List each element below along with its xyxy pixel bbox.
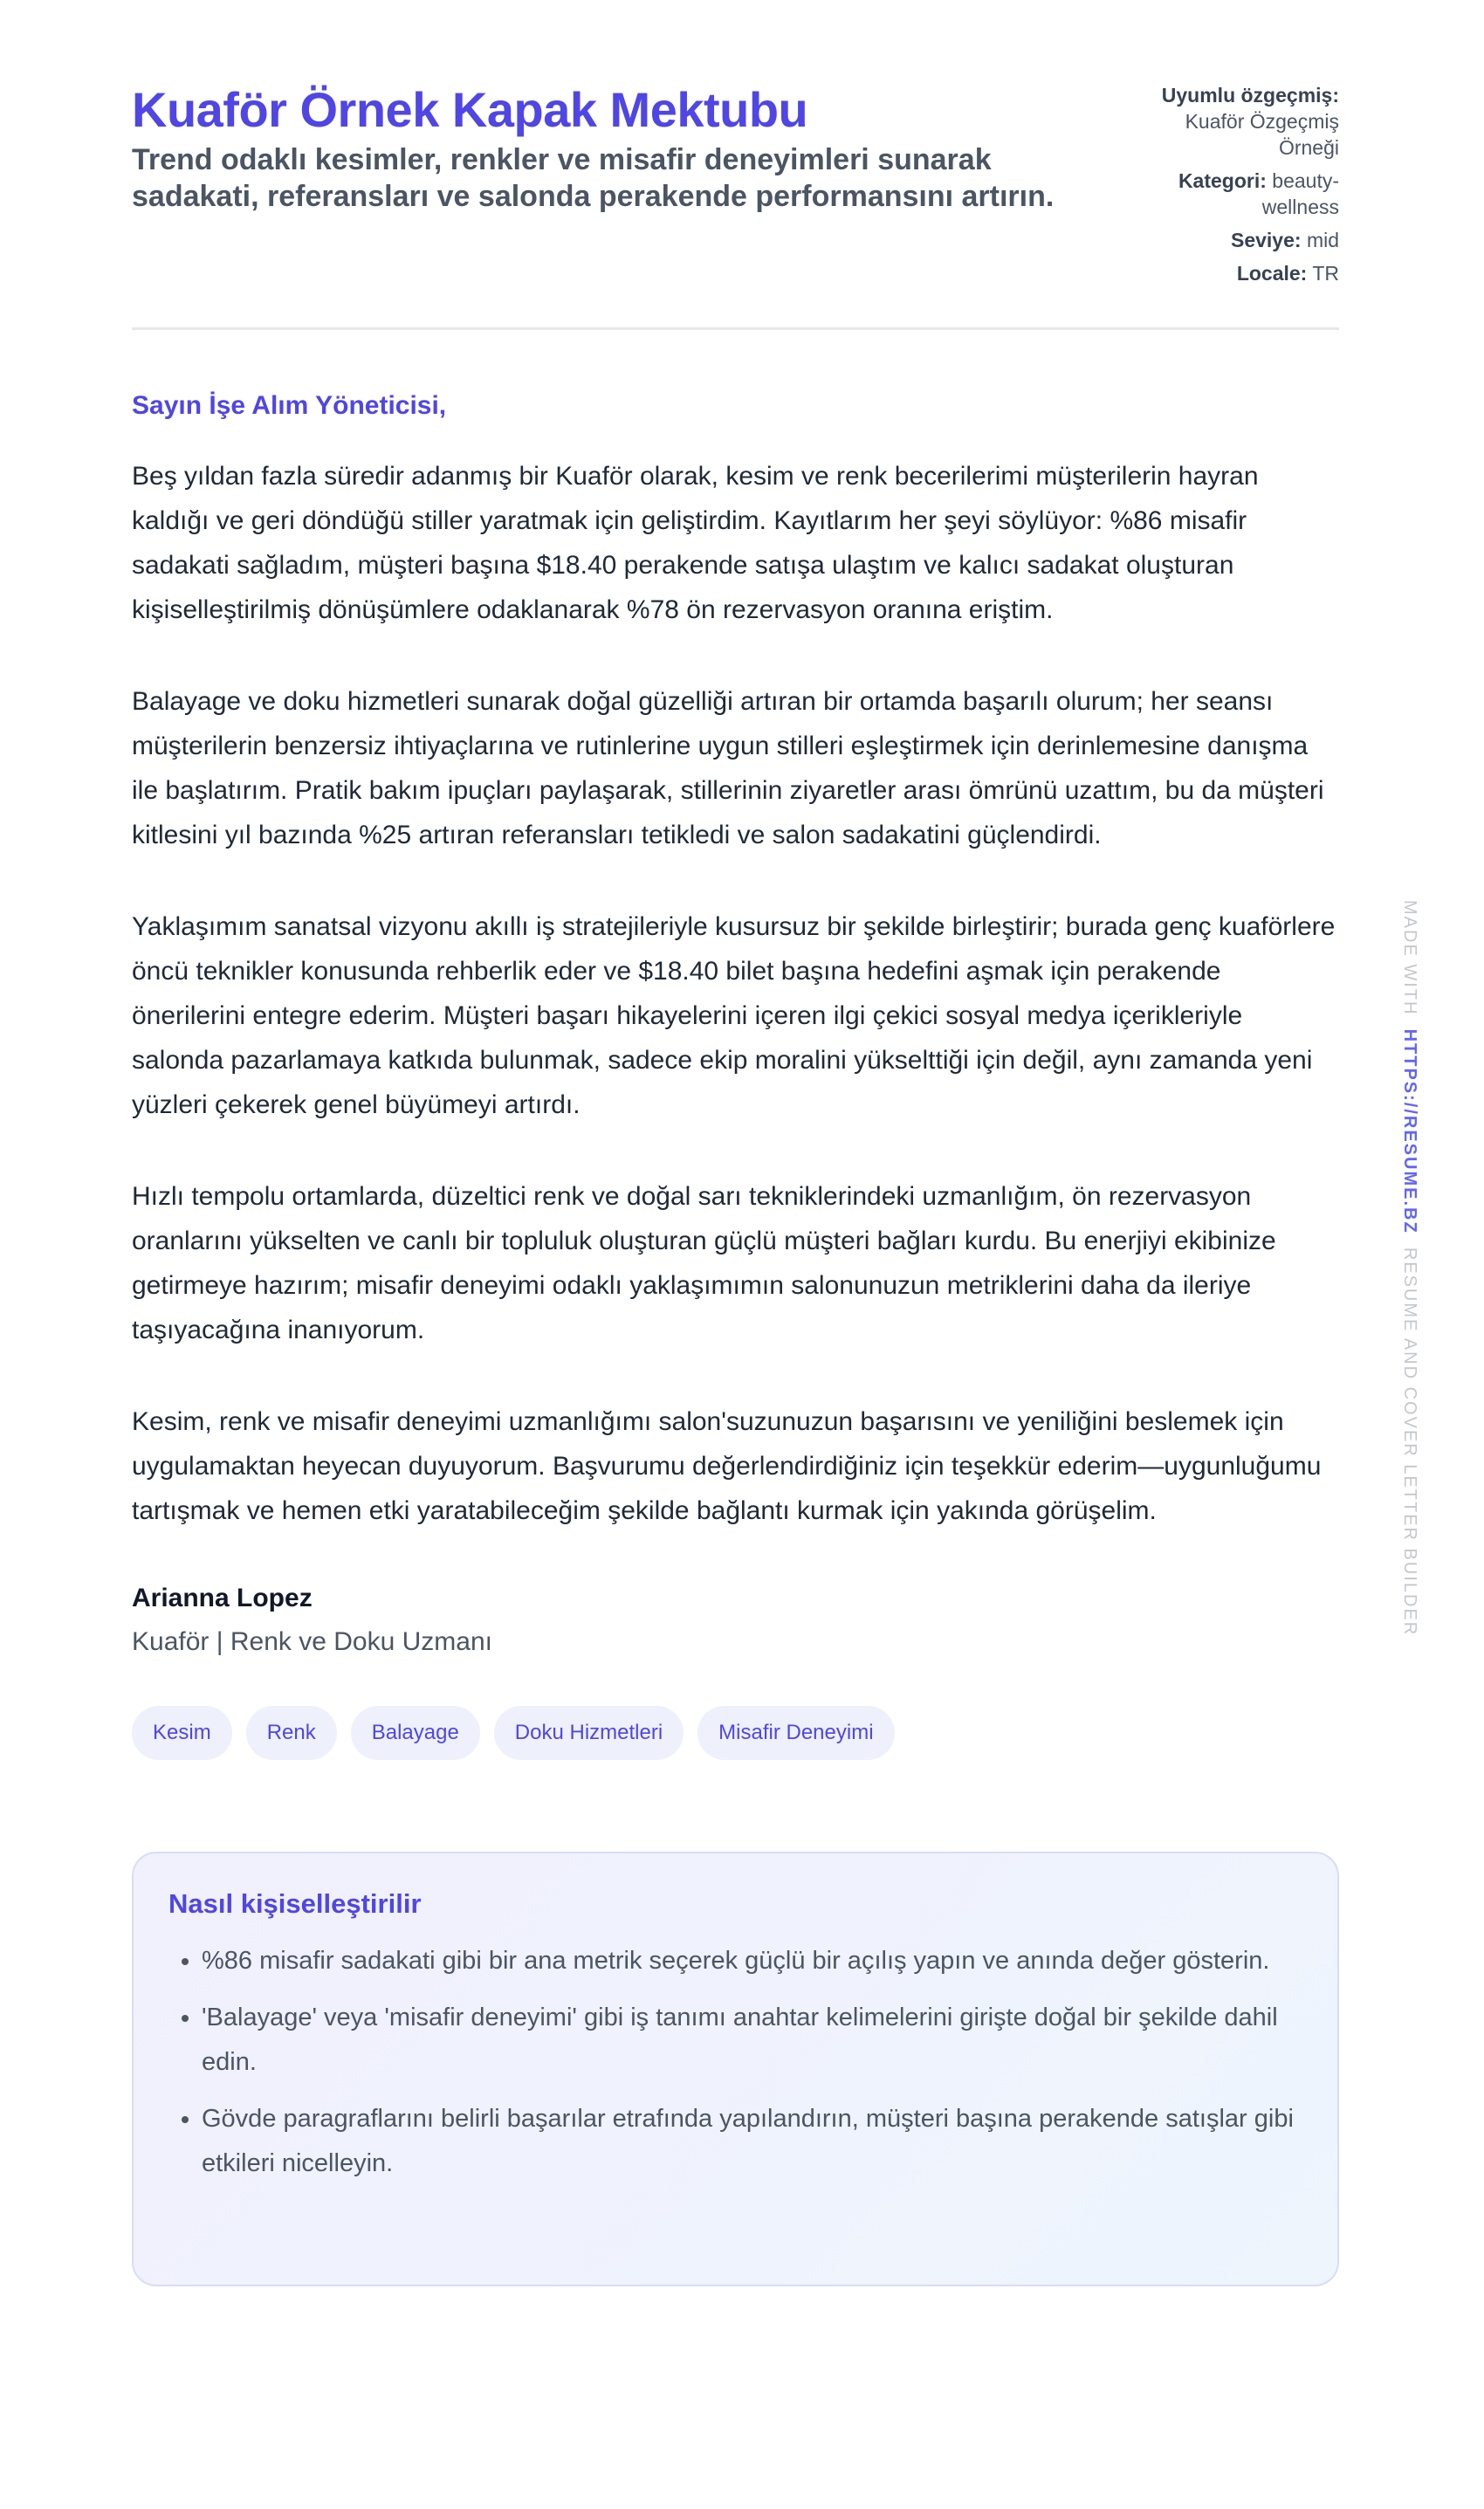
watermark-suffix: RESUME AND COVER LETTER BUILDER xyxy=(1400,1247,1419,1637)
tag: Kesim xyxy=(132,1706,232,1760)
tag: Renk xyxy=(246,1706,337,1760)
paragraph: Yaklaşımım sanatsal vizyonu akıllı iş stratejileriyle kusursuz bir şekilde birleştirir; burada genç kuaförlere öncü teknikler konusunda rehberlik eder ve $18.40 bilet başına hedefini aşmak için perakende önerilerini entegre ederim. Müşteri başarı hikayelerini içeren ilgi çekici sosyal medya içerikleriyle salonda pazarlamaya katkıda bulunmak, sadece ekip moralini yükselttiği için değil, aynı zamanda yeni yüzleri çekerek genel büyümeyi artırdı. xyxy=(132,912,1336,1119)
tip-item: • %86 misafir sadakati gibi bir ana metrik seçerek güçlü bir açılış yapın ve anında değer gösterin. xyxy=(202,1939,1302,1983)
signature-name: Arianna Lopez xyxy=(132,1584,313,1612)
meta-value: Kuaför Özgeçmiş Örneği xyxy=(1185,110,1339,159)
paragraph: Beş yıldan fazla süredir adanmış bir Kuaför olarak, kesim ve renk becerilerimi müşterilerin hayran kaldığı ve geri döndüğü stiller yaratmak için geliştirdim. Kayıtlarım her şeyi söylüyor: %86 misafir sadakati sağladım, müşteri başına $18.40 perakende satışa ulaştım ve kalıcı sadakat oluşturan kişiselleştirilmiş dönüşümlere odaklanarak %78 ön rezervasyon oranına eriştim. xyxy=(132,462,1259,624)
tip-item: • 'Balayage' veya 'misafir deneyimi' gibi iş tanımı anahtar kelimelerini girişte doğal bir şekilde dahil edin. xyxy=(202,1996,1302,2085)
meta-compatible-resume xyxy=(1130,82,1339,161)
tip-item: • Gövde paragraflarını belirli başarılar etrafında yapılandırın, müşteri başına perakende satışlar gibi etkileri nicelleyin. xyxy=(202,2097,1302,2186)
meta-label: Uyumlu özgeçmiş: xyxy=(1161,84,1339,107)
paragraph: Hızlı tempolu ortamlarda, düzeltici renk ve doğal sarı tekniklerindeki uzmanlığım, ön rezervasyon oranlarını yükselten ve canlı bir topluluk oluşturan güçlü müşteri bağları kurdu. Bu enerjiyi ekibinize getirmeye hazırım; misafir deneyimi odaklı yaklaşımımın salonunuzun metriklerini daha da ileriye taşıyacağına inanıyorum. xyxy=(132,1182,1276,1344)
cover-letter-page xyxy=(132,0,1339,2286)
watermark-prefix: MADE WITH xyxy=(1400,900,1419,1016)
meta-value: beauty-wellness xyxy=(1261,169,1339,218)
header xyxy=(132,0,1339,330)
paragraph: Balayage ve doku hizmetleri sunarak doğal güzelliği artıran bir ortamda başarılı olurum; her seansı müşterilerin benzersiz ihtiyaçlarına ve rutinlerine uygun stilleri eşleştirmek için derinlemesine danışma ile başlatırım. Pratik bakım ipuçları paylaşarak, stillerinin ziyaretler arası ömrünü uzattım, bu da müşteri kitlesini yıl bazında %25 artıran referansları tetikledi ve salon sadakatini güçlendirdi. xyxy=(132,687,1324,849)
meta-value: mid xyxy=(1306,229,1339,251)
tips-heading: Nasıl kişiselleştirilir xyxy=(168,1888,422,1919)
resume-bz-link[interactable]: HTTPS://RESUME.BZ xyxy=(1400,1028,1419,1234)
tips-list xyxy=(168,1939,1302,2186)
meta-locale xyxy=(1130,260,1339,286)
tag-list xyxy=(132,1706,1339,1760)
signature-title: Kuaför | Renk ve Doku Uzmanı xyxy=(132,1627,492,1656)
meta-info xyxy=(1130,82,1339,293)
meta-value: TR xyxy=(1312,262,1339,285)
page-title: Kuaför Örnek Kapak Mektubu xyxy=(132,82,808,137)
meta-label: Seviye: xyxy=(1230,229,1302,251)
made-with-watermark xyxy=(1399,900,1419,1636)
page-subtitle: Trend odaklı kesimler, renkler ve misafir deneyimleri sunarak sadakati, referansları ve salonda perakende performansını artırın. xyxy=(132,143,1055,213)
personalization-tips-box xyxy=(132,1852,1339,2286)
tag: Misafir Deneyimi xyxy=(697,1706,894,1760)
paragraph: Kesim, renk ve misafir deneyimi uzmanlığımı salon'suzunuzun başarısını ve yeniliğini beslemek için uygulamaktan heyecan duyuyorum. Başvurumu değerlendirdiğiniz için teşekkür ederim—uygunluğumu tartışmak ve hemen etki yaratabileceğim şekilde bağlantı kurmak için yakında görüşelim. xyxy=(132,1407,1322,1525)
meta-label: Locale: xyxy=(1236,262,1308,285)
meta-level xyxy=(1130,227,1339,253)
meta-label: Kategori: xyxy=(1178,169,1267,192)
letter-body xyxy=(132,454,1339,1533)
meta-category xyxy=(1130,168,1339,220)
tag: Balayage xyxy=(351,1706,480,1760)
greeting: Sayın İşe Alım Yöneticisi, xyxy=(132,391,447,420)
tag: Doku Hizmetleri xyxy=(494,1706,684,1760)
